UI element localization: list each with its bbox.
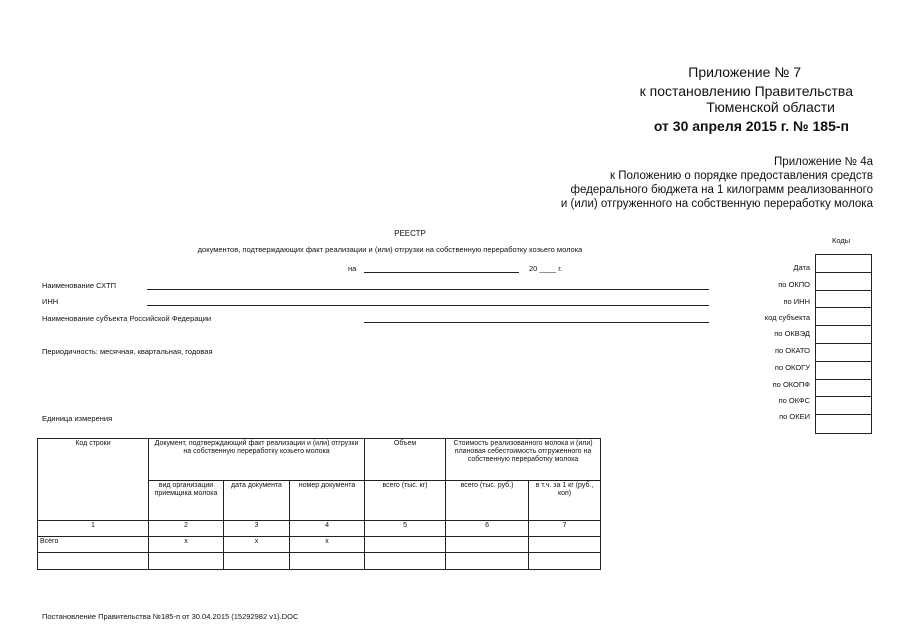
inn-line xyxy=(147,305,709,306)
registry-table xyxy=(37,438,601,570)
empty-cell[interactable] xyxy=(38,553,149,570)
total-cross-kind: x xyxy=(149,537,224,553)
total-label: Всего xyxy=(38,537,149,553)
appendix7-line4: от 30 апреля 2015 г. № 185-п xyxy=(653,118,849,134)
empty-cell[interactable] xyxy=(446,553,529,570)
col-num-5: 5 xyxy=(365,521,446,537)
footer-text: Постановление Правительства №185-п от 30.04.2015 (15292982 v1).DOC xyxy=(42,612,299,621)
unit-label: Единица измерения xyxy=(42,414,113,423)
code-label-date: Дата xyxy=(793,263,810,272)
col-num-7: 7 xyxy=(529,521,601,537)
subject-line xyxy=(364,322,709,323)
code-label-okei: по ОКЕИ xyxy=(779,412,810,421)
empty-cell[interactable] xyxy=(365,553,446,570)
code-cell-okfs[interactable] xyxy=(816,397,871,415)
code-cell-subject[interactable] xyxy=(816,308,871,326)
code-cell-date[interactable] xyxy=(816,255,871,273)
code-cell-okopf[interactable] xyxy=(816,380,871,398)
code-cell-okved[interactable] xyxy=(816,326,871,344)
registry-date-line xyxy=(364,272,519,273)
header-kind: вид организации приемщика молока xyxy=(149,481,224,521)
code-label-inn: по ИНН xyxy=(783,297,810,306)
total-cost-cell[interactable] xyxy=(446,537,529,553)
code-label-okfs: по ОКФС xyxy=(778,396,810,405)
registry-date-year: 20 ____ г. xyxy=(529,264,563,273)
inn-label: ИНН xyxy=(42,297,59,306)
header-volume-total: всего (тыс. кг) xyxy=(365,481,446,521)
appendix7-line2: к постановлению Правительства xyxy=(639,83,853,99)
header-cost-per-kg: в т.ч. за 1 кг (руб., коп) xyxy=(529,481,601,521)
empty-cell[interactable] xyxy=(290,553,365,570)
code-cell-okogu[interactable] xyxy=(816,362,871,380)
codes-grid xyxy=(815,254,872,434)
appendix7-line3: Тюменской области xyxy=(706,99,835,115)
table-row-numbers xyxy=(38,521,601,537)
total-cross-number: x xyxy=(290,537,365,553)
periodicity-label: Периодичность: месячная, квартальная, годовая xyxy=(42,347,213,356)
header-date: дата документа xyxy=(224,481,290,521)
header-cost-total: всего (тыс. руб.) xyxy=(446,481,529,521)
appendix4a-line4: и (или) отгруженного на собственную переработку молока xyxy=(560,198,873,210)
table-row-total xyxy=(38,537,601,553)
org-name-label: Наименование СХТП xyxy=(42,281,117,290)
header-cost: Стоимость реализованного молока и (или) плановая себестоимость отгруженного на собственную переработку молока xyxy=(446,439,601,481)
registry-date-prefix: на xyxy=(348,264,357,273)
code-cell-inn[interactable] xyxy=(816,291,871,309)
empty-cell[interactable] xyxy=(224,553,290,570)
total-cross-date: x xyxy=(224,537,290,553)
appendix4a-line3: федерального бюджета на 1 килограмм реализованного xyxy=(570,184,873,196)
code-label-okopf: по ОКОПФ xyxy=(772,380,810,389)
header-code: Код строки xyxy=(38,439,149,521)
registry-title: РЕЕСТР xyxy=(394,229,426,238)
code-label-okato: по ОКАТО xyxy=(774,346,810,355)
code-label-subject: код субъекта xyxy=(764,313,810,322)
col-num-2: 2 xyxy=(149,521,224,537)
appendix4a-line2: к Положению о порядке предоставления средств xyxy=(609,170,873,182)
header-volume: Объем xyxy=(365,439,446,481)
code-cell-okato[interactable] xyxy=(816,344,871,362)
empty-cell[interactable] xyxy=(149,553,224,570)
total-volume-cell[interactable] xyxy=(365,537,446,553)
code-label-okpo: по ОКПО xyxy=(778,280,810,289)
code-cell-okei[interactable] xyxy=(816,415,871,433)
col-num-6: 6 xyxy=(446,521,529,537)
code-cell-okpo[interactable] xyxy=(816,273,871,291)
appendix4a-line1: Приложение № 4а xyxy=(774,156,873,168)
header-document: Документ, подтверждающий факт реализации и (или) отгрузки на собственную переработку козьего молока xyxy=(149,439,365,481)
header-number: номер документа xyxy=(290,481,365,521)
registry-subtitle: документов, подтверждающих факт реализации и (или) отгрузки на собственную переработку козьего молока xyxy=(197,245,583,254)
table-row-empty xyxy=(38,553,601,570)
org-name-line xyxy=(147,289,709,290)
codes-header: Коды xyxy=(832,236,851,245)
code-label-okogu: по ОКОГУ xyxy=(774,363,810,372)
col-num-3: 3 xyxy=(224,521,290,537)
empty-cell[interactable] xyxy=(529,553,601,570)
col-num-4: 4 xyxy=(290,521,365,537)
appendix7-line1: Приложение № 7 xyxy=(688,64,801,80)
subject-label: Наименование субъекта Российской Федерации xyxy=(42,314,212,323)
col-num-1: 1 xyxy=(38,521,149,537)
code-label-okved: по ОКВЭД xyxy=(774,329,810,338)
total-cost-per-kg-cell[interactable] xyxy=(529,537,601,553)
